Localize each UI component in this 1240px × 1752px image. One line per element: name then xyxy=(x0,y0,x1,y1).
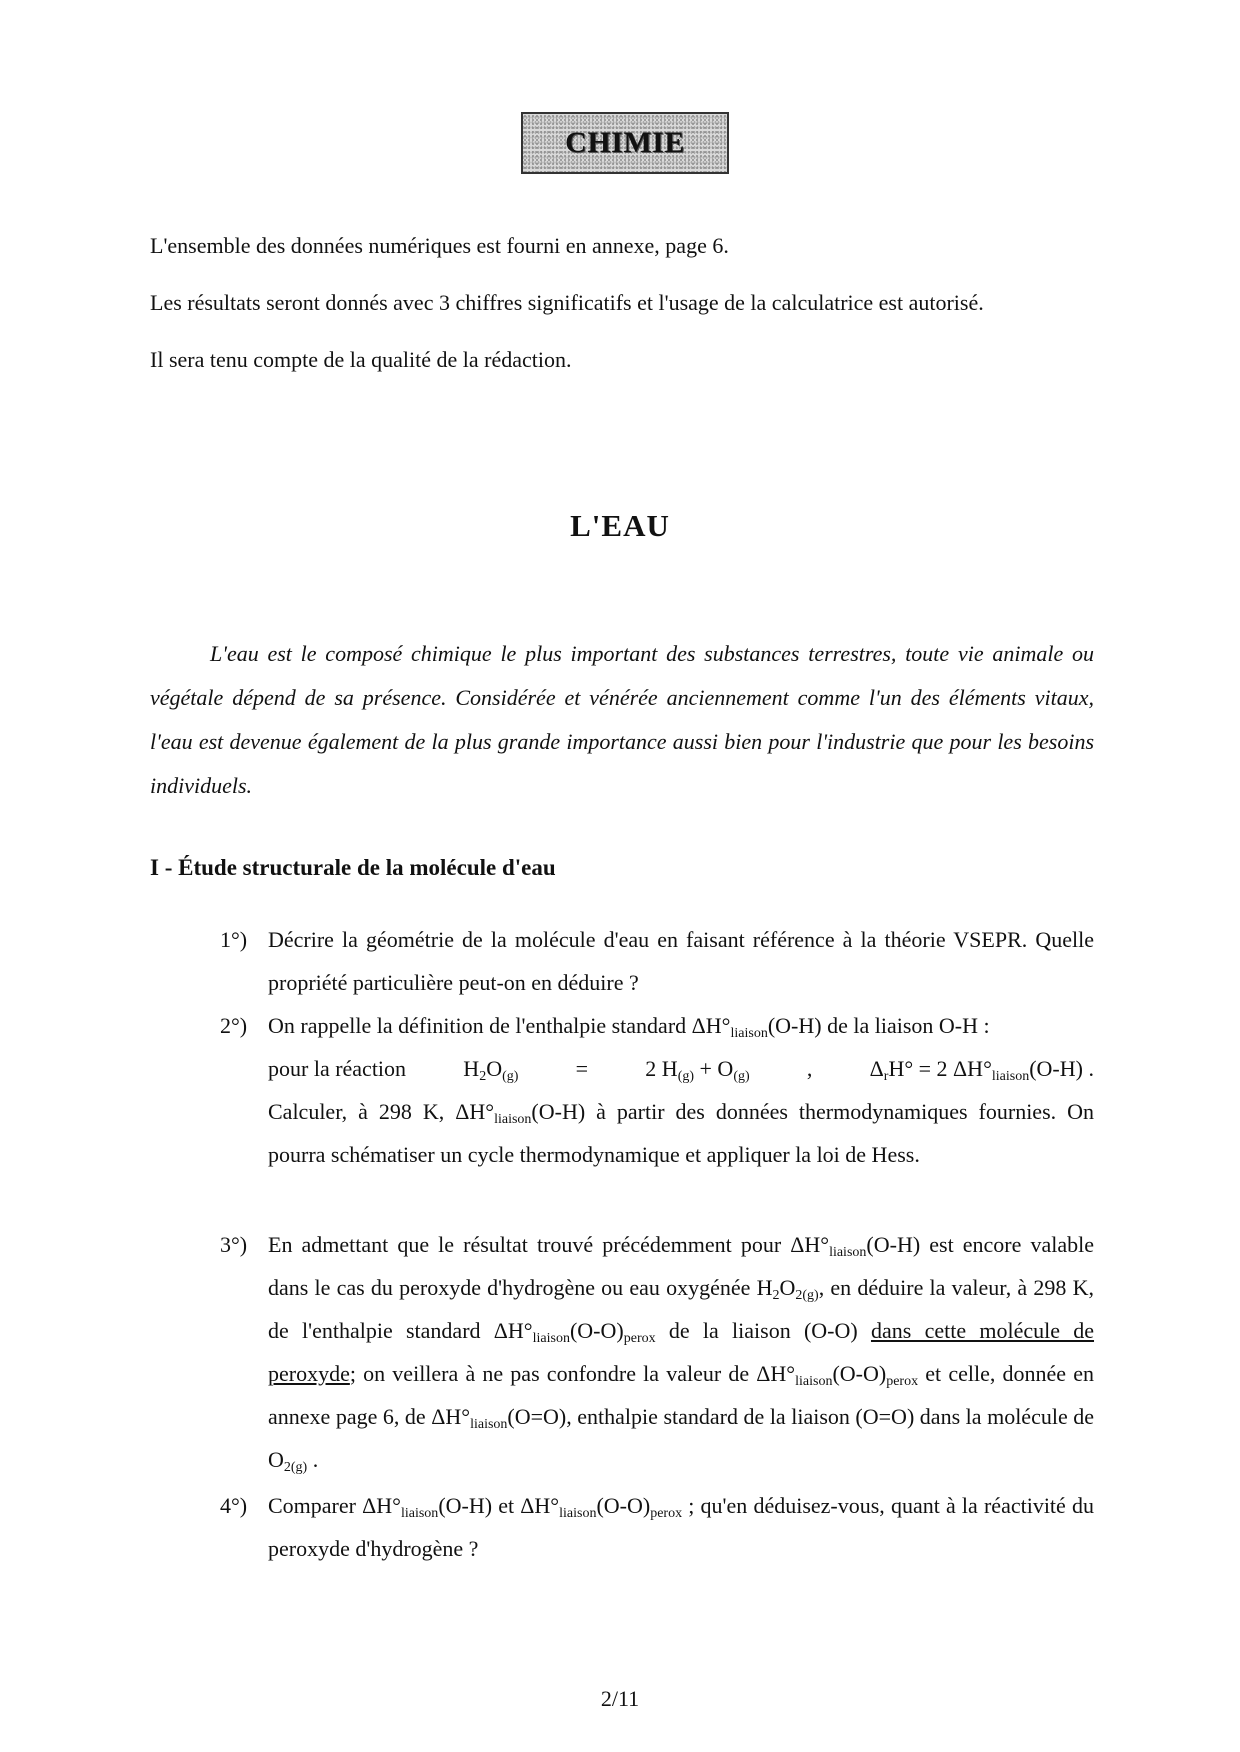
underlined-phrase: dans cette molécule de peroxyde xyxy=(268,1318,1095,1386)
note-data-annex: L'ensemble des données numériques est fourni en annexe, page 6. xyxy=(150,233,729,258)
question-1 xyxy=(220,918,1094,1004)
question-number: 1°) xyxy=(220,927,248,952)
banner-label: CHIMIE xyxy=(565,126,685,159)
question-text: En admettant que le résultat trouvé précédemment pour $\Delta H^\circ_{liaison}(O-H)$ est encore valable dans le cas du peroxyde d'hydrogène ou eau oxygénée $H_2O_{2(g)}$, en déduire la valeur, à 298 K, de l'enthalpie standard $\Delta H^\circ_{liaison}(O-O)_{perox}$ de la liaison (O-O) dans cette molécule de peroxyde; on veillera à ne pas confondre la valeur de $\Delta H^\circ_{liaison}(O-O)_{perox}$ et celle, donnée en annexe page 6, de $\Delta H^\circ_{liaison}(O=O)$, enthalpie standard de la liaison (O=O) dans la molécule de $O_{2(g)}$ . xyxy=(268,1232,1095,1475)
question-number: 2°) xyxy=(220,1013,248,1038)
question-text: Comparer $\Delta H^\circ_{liaison}(O-H)$ et $\Delta H^\circ_{liaison}(O-O)_{perox}$ ; qu'en déduisez-vous, quant à la réactivité du peroxyde d'hydrogène ? xyxy=(268,1493,1094,1561)
document-title: L'EAU xyxy=(570,508,670,543)
question-2 xyxy=(220,1004,1094,1176)
question-text: Décrire la géométrie de la molécule d'eau en faisant référence à la théorie VSEPR. Quelle propriété particulière peut-on en déduire ? xyxy=(268,927,1094,995)
intro-paragraph: L'eau est le composé chimique le plus important des substances terrestres, toute vie animale ou végétale dépend de sa présence. Considérée et vénérée anciennement comme l'un des éléments vitaux, l'eau est devenue également de la plus grande importance aussi bien pour l'industrie que pour les besoins individuels. xyxy=(150,641,1094,798)
question-number: 4°) xyxy=(220,1493,248,1518)
chimie-banner xyxy=(521,112,729,174)
section-heading: I - Étude structurale de la molécule d'eau xyxy=(150,855,556,880)
question-number: 3°) xyxy=(220,1232,248,1257)
note-significant-figures: Les résultats seront donnés avec 3 chiffres significatifs et l'usage de la calculatrice est autorisé. xyxy=(150,290,984,315)
question-4 xyxy=(220,1484,1094,1570)
question-text: On rappelle la définition de l'enthalpie standard $\Delta H^\circ_{liaison}(O-H)$ de la liaison O-H : pour la réaction $H_2O_{(g)}$ = 2 $H_{(g)} + O_{(g)}$ , $\Delta_rH^\circ = 2$ $\Delta H^\circ_{liaison}(O-H)$ . Calculer, à 298 K, $\Delta H^\circ_{liaison}(O-H)$ à partir des données thermodynamiques fournies. On pourra schématiser un cycle thermodynamique et appliquer la loi de Hess. xyxy=(268,1013,1095,1167)
question-3 xyxy=(220,1223,1094,1481)
reaction-formula: pour la réaction $H_2O_{(g)}$ = 2 $H_{(g)} + O_{(g)}$ , $\Delta_rH^\circ = 2$ $\Delta H^\circ_{liaison}(O-H)$ . xyxy=(268,1056,1094,1084)
note-writing-quality: Il sera tenu compte de la qualité de la rédaction. xyxy=(150,347,572,372)
page-number: 2/11 xyxy=(600,1686,640,1711)
